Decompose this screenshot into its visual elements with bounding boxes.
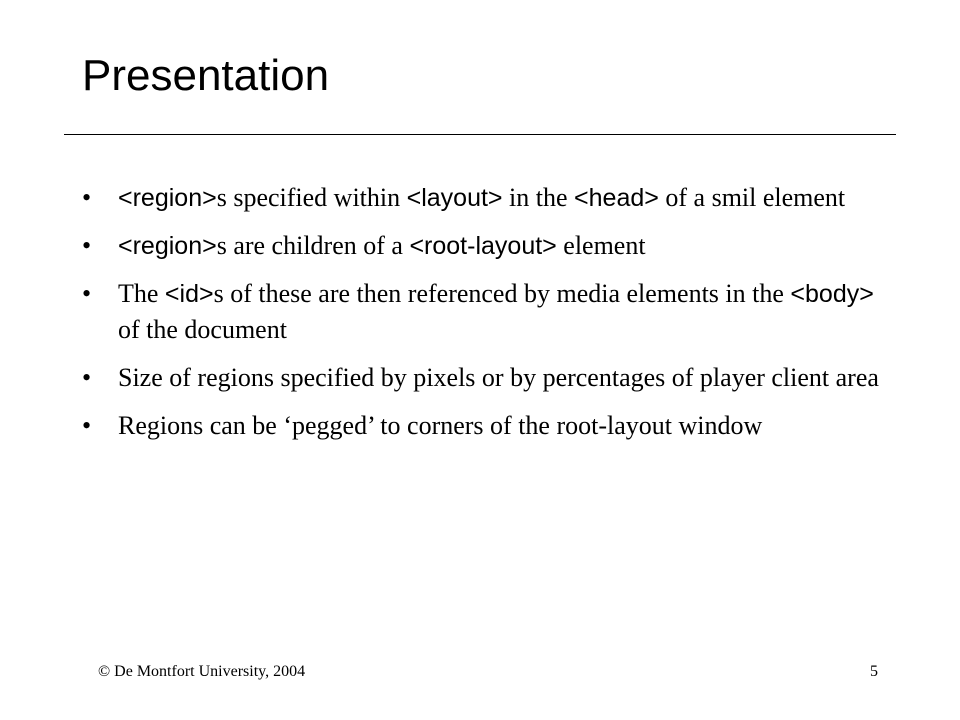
bullet-text: of the document	[118, 315, 287, 344]
bullet-dot-icon: •	[82, 183, 92, 212]
bullet-text: s are children of a	[216, 231, 410, 260]
xml-tag-text: <body>	[790, 280, 874, 308]
footer-copyright: © De Montfort University, 2004	[98, 663, 306, 680]
bullet-dot-icon: •	[82, 363, 92, 392]
bullet-text: s of these are then referenced by media elements in the	[213, 279, 791, 308]
bullet-dot-icon: •	[82, 279, 92, 308]
bullet-text: element	[556, 231, 646, 260]
xml-tag-text: <root-layout>	[409, 232, 557, 260]
slide-title: Presentation	[82, 51, 330, 100]
xml-tag-text: <layout>	[406, 184, 503, 212]
bullet-dot-icon: •	[82, 411, 92, 440]
bullet-item	[82, 180, 882, 216]
bullet-text: Size of regions specified by pixels or by percentages of player client area	[118, 363, 879, 392]
bullet-item	[82, 408, 882, 444]
bullet-item	[82, 276, 882, 348]
bullet-text: in the	[502, 183, 575, 212]
xml-tag-text: <head>	[574, 184, 659, 212]
bullet-item	[82, 360, 882, 396]
bullet-text: The	[118, 279, 165, 308]
bullet-text: s specified within	[216, 183, 407, 212]
xml-tag-text: <id>	[164, 280, 214, 308]
xml-tag-text: <region>	[118, 184, 217, 212]
bullet-item	[82, 228, 882, 264]
title-divider	[64, 134, 896, 135]
bullet-dot-icon: •	[82, 231, 92, 260]
bullet-list	[82, 180, 882, 456]
bullet-text: of a smil element	[658, 183, 846, 212]
page-number: 5	[870, 663, 878, 680]
bullet-text: Regions can be ‘pegged’ to corners of the root-layout window	[118, 411, 763, 440]
xml-tag-text: <region>	[118, 232, 217, 260]
